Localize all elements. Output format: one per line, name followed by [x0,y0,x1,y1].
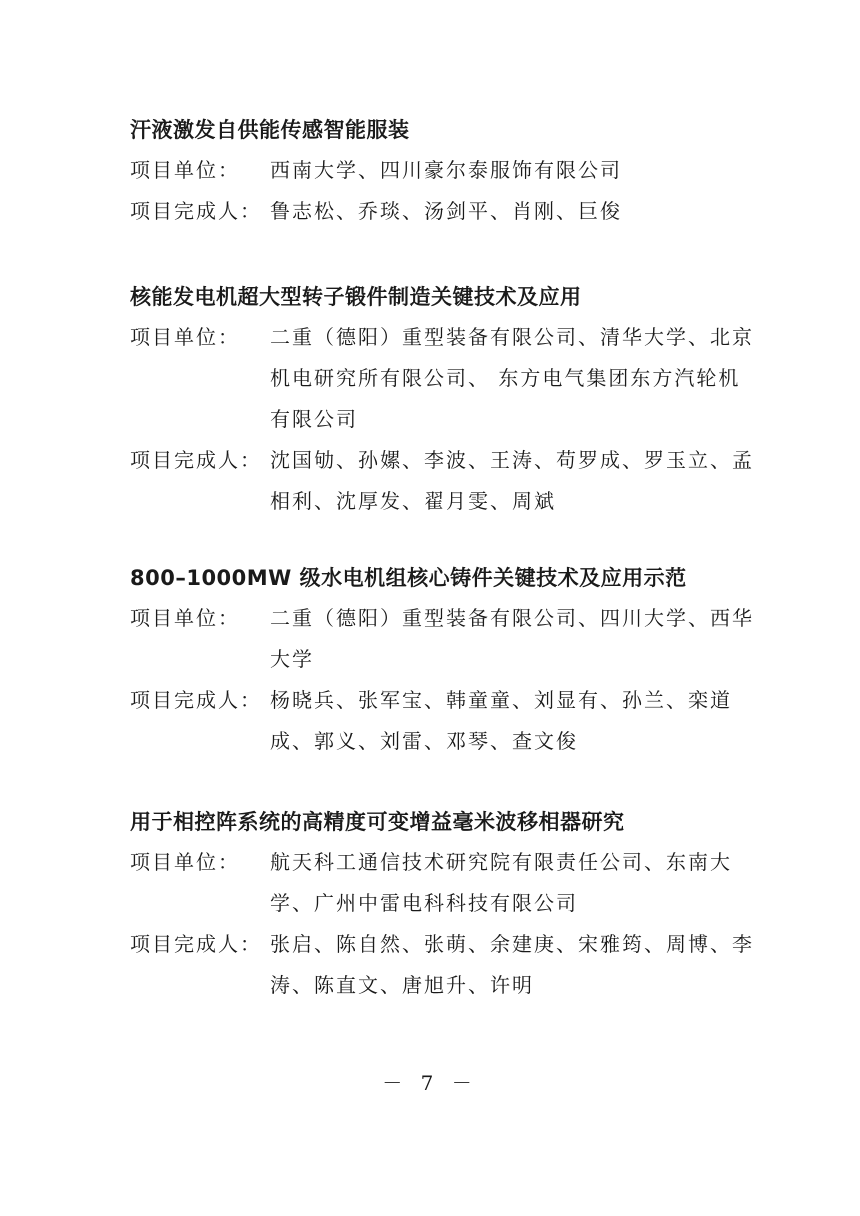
unit-value: 二重（德阳）重型装备有限公司、四川大学、西华大学 [270,606,754,671]
project-title: 用于相控阵系统的高精度可变增益毫米波移相器研究 [130,810,625,834]
people-value: 沈国劬、孙嫘、李波、王涛、苟罗成、罗玉立、孟相利、沈厚发、翟月雯、周斌 [270,448,754,513]
page-number: － 7 － [382,1071,478,1095]
project-1 [130,114,770,232]
project-people-row [130,680,770,762]
people-value: 张启、陈自然、张萌、余建庚、宋雅筠、周博、李涛、陈直文、唐旭升、许明 [270,932,754,997]
project-3 [130,562,770,762]
unit-label: 项目单位： [130,850,240,874]
unit-value: 航天科工通信技术研究院有限责任公司、东南大学、广州中雷电科科技有限公司 [270,850,732,915]
unit-label: 项目单位： [130,606,240,630]
unit-label: 项目单位： [130,325,240,349]
project-unit-row [130,317,770,440]
people-label: 项目完成人： [130,688,262,712]
unit-value: 二重（德阳）重型装备有限公司、清华大学、北京机电研究所有限公司、 东方电气集团东方汽轮机有限公司 [270,325,754,431]
project-people-row [130,440,770,522]
project-unit-row [130,598,770,680]
project-people-row [130,924,770,1006]
unit-value: 西南大学、四川豪尔泰服饰有限公司 [270,158,622,182]
people-label: 项目完成人： [130,932,262,956]
people-value: 杨晓兵、张军宝、韩童童、刘显有、孙兰、栾道成、郭义、刘雷、邓琴、查文俊 [270,688,732,753]
people-label: 项目完成人： [130,448,262,472]
project-unit-row [130,842,770,924]
project-title: 800–1000MW 级水电机组核心铸件关键技术及应用示范 [130,566,687,590]
people-label: 项目完成人： [130,199,262,223]
project-4 [130,806,770,1006]
unit-label: 项目单位： [130,158,240,182]
project-unit-row [130,150,770,191]
project-title: 核能发电机超大型转子锻件制造关键技术及应用 [130,285,582,309]
project-people-row [130,191,770,232]
project-title: 汗液激发自供能传感智能服装 [130,118,410,142]
people-value: 鲁志松、乔琰、汤剑平、肖刚、巨俊 [270,199,622,223]
project-2 [130,281,770,522]
